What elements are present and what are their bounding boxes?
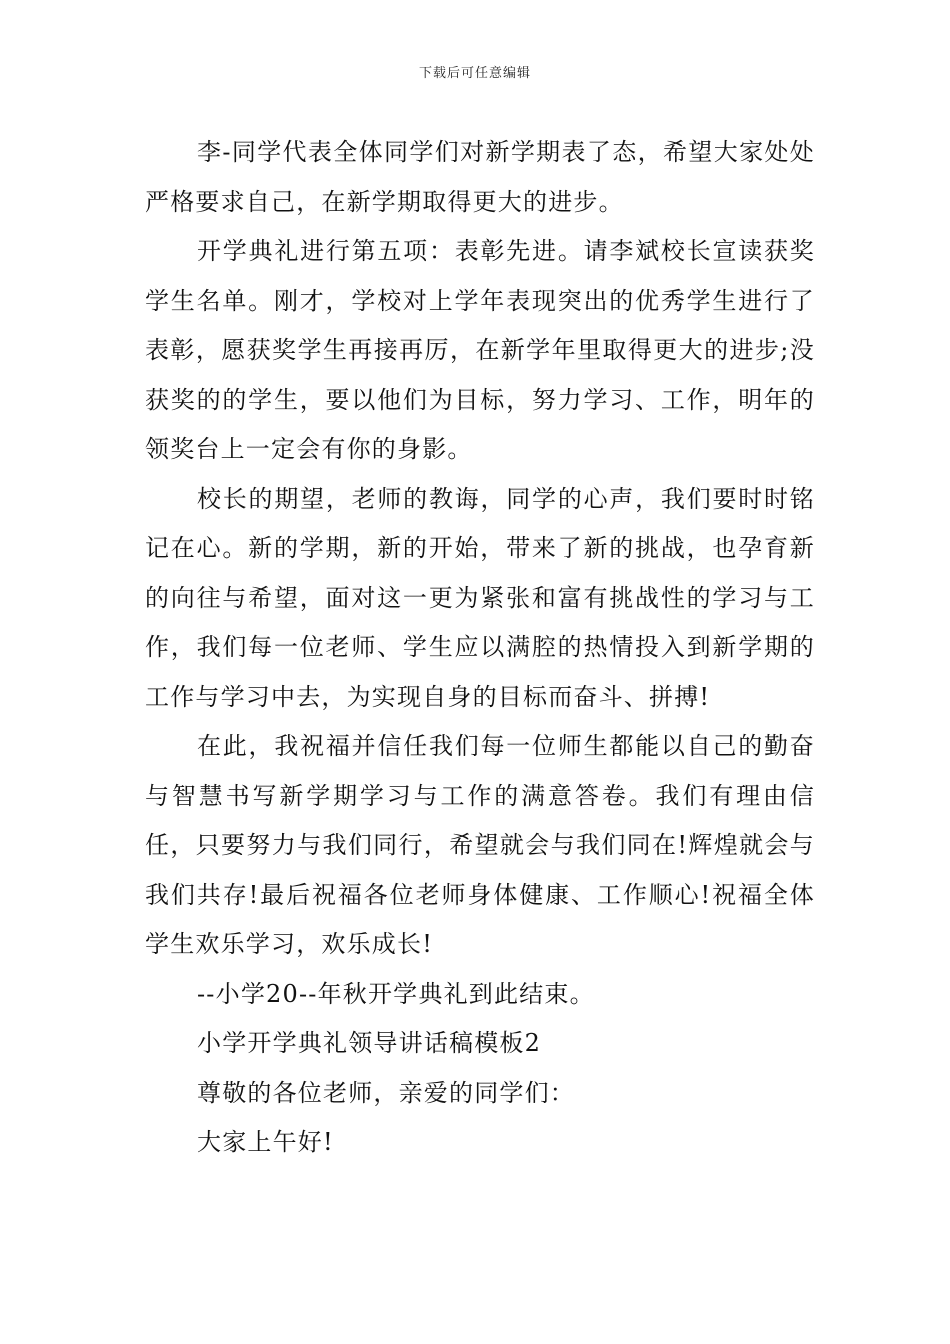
paragraph-blessing: 在此，我祝福并信任我们每一位师生都能以自己的勤奋与智慧书写新学期学习与工作的满意答卷。我们有理由信任，只要努力与我们同行，希望就会与我们同在!辉煌就会与我们共存!最后祝福各位老师身体健康、工作顺心!祝福全体学生欢乐学习，欢乐成长! bbox=[145, 732, 815, 958]
greeting: 大家上午好! bbox=[197, 1128, 334, 1156]
paragraph-commendation: 开学典礼进行第五项：表彰先进。请李斌校长宣读获奖学生名单。刚才，学校对上学年表现突出的优秀学生进行了表彰，愿获奖学生再接再厉，在新学年里取得更大的进步;没获奖的的学生，要以他们为目标，努力学习、工作，明年的领奖台上一定会有你的身影。 bbox=[145, 237, 815, 463]
salutation: 尊敬的各位老师，亲爱的同学们： bbox=[197, 1078, 575, 1107]
page-header-note: 下载后可任意编辑 bbox=[418, 66, 531, 81]
paragraph-closing: --小学20--年秋开学典礼到此结束。 bbox=[197, 979, 595, 1008]
paragraph-student-pledge: 李-同学代表全体同学们对新学期表了态，希望大家处处严格要求自己，在新学期取得更大的进步。 bbox=[145, 138, 815, 216]
paragraph-expectations: 校长的期望，老师的教诲，同学的心声，我们要时时铭记在心。新的学期，新的开始，带来了新的挑战，也孕育新的向往与希望，面对这一更为紧张和富有挑战性的学习与工作，我们每一位老师、学生应以满腔的热情投入到新学期的工作与学习中去，为实现自身的目标而奋斗、拼搏! bbox=[145, 484, 815, 711]
section-title: 小学开学典礼领导讲话稿模板2 bbox=[197, 1029, 542, 1057]
document-body bbox=[145, 128, 815, 1168]
